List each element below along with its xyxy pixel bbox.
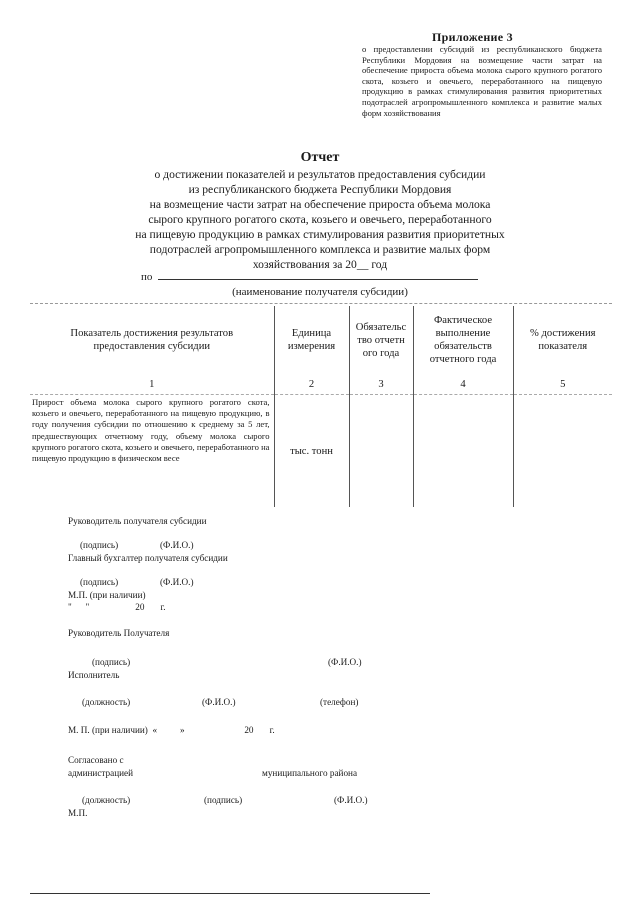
table-header-row bbox=[30, 306, 612, 374]
subtitle-line: на пищевую продукцию в рамках стимулирования развития приоритетных bbox=[135, 228, 505, 241]
dolzhnost-caption: (должность) bbox=[82, 697, 131, 707]
municipal-label: муниципального района bbox=[262, 768, 358, 778]
podpis-caption: (подпись) bbox=[80, 540, 119, 550]
podpis-caption: (подпись) bbox=[204, 795, 243, 805]
recipient-line bbox=[141, 270, 478, 283]
column-number: 3 bbox=[349, 374, 413, 395]
fio-caption: (Ф.И.О.) bbox=[202, 697, 236, 707]
table-top-divider bbox=[30, 303, 612, 304]
column-number: 2 bbox=[274, 374, 349, 395]
column-numbers-row bbox=[30, 374, 612, 395]
administration-label: администрацией bbox=[68, 768, 134, 778]
table-row bbox=[30, 395, 612, 508]
subtitle-line: подотраслей агропромышленного комплекса и развитие малых форм bbox=[149, 243, 491, 256]
header-obligation: Обязательство отчетного года bbox=[349, 306, 413, 374]
column-number: 4 bbox=[413, 374, 513, 395]
fio-caption: (Ф.И.О.) bbox=[328, 657, 362, 667]
dolzhnost-caption: (должность) bbox=[82, 795, 131, 805]
date-line: " " 20 г. bbox=[68, 602, 166, 612]
recipient-caption: (наименование получателя субсидии) bbox=[232, 286, 408, 298]
header-percent: % достижения показателя bbox=[529, 328, 596, 352]
report-table bbox=[30, 306, 612, 507]
header-indicator: Показатель достижения результатов предоставления субсидии bbox=[30, 306, 274, 374]
agreed-label: Согласовано с bbox=[68, 755, 124, 765]
fio-caption: (Ф.И.О.) bbox=[160, 577, 194, 587]
indicator-cell: Прирост объема молока сырого крупного рогатого скота, козьего и овечьего, переработанного на пищевую продукцию, в году получения субсидии по отношению к среднему за 5 лет, предшествующих отчетному году, объему молока сырого крупного рогатого скота, козьего и овечьего, переработанного на пищевую продукцию в физическом весе bbox=[30, 395, 274, 508]
obligation-cell bbox=[349, 395, 413, 508]
subtitle-line: из республиканского бюджета Республики Мордовия bbox=[188, 183, 452, 196]
appendix-text: о предоставлении субсидий из республиканского бюджета Республики Мордовия на возмещение части затрат на обеспечение прироста объема молока сырого крупного рогатого скота, козьего и овечьего, переработанного на пищевую продукцию в рамках стимулирования развития приоритетных подотраслей агропромышленного комплекса и развитие малых форм хозяйствования bbox=[362, 44, 602, 118]
unit-cell: тыс. тонн bbox=[274, 395, 349, 508]
subtitle-line: сырого крупного рогатого скота, козьего и овечьего, переработанного bbox=[148, 213, 492, 226]
header-unit: Единица измерения bbox=[274, 306, 349, 374]
report-subtitle bbox=[40, 167, 600, 272]
head-label: Руководитель получателя субсидии bbox=[68, 516, 207, 526]
header-actual: Фактическое выполнение обязательств отчетного года bbox=[413, 306, 513, 374]
actual-cell bbox=[413, 395, 513, 508]
recipient-underline bbox=[158, 270, 478, 280]
mp-date-line: М. П. (при наличии) « » 20 г. bbox=[68, 725, 275, 735]
mp-label: М.П. (при наличии) bbox=[68, 590, 146, 600]
subtitle-line: хозяйствования за 20__ год bbox=[252, 258, 388, 271]
podpis-caption: (подпись) bbox=[92, 657, 131, 667]
subtitle-line: о достижении показателей и результатов предоставления субсидии bbox=[154, 168, 486, 181]
column-number: 5 bbox=[513, 374, 612, 395]
bottom-rule bbox=[30, 893, 430, 894]
fio-caption: (Ф.И.О.) bbox=[334, 795, 368, 805]
percent-cell bbox=[513, 395, 612, 508]
po-label: по bbox=[141, 271, 153, 283]
podpis-caption: (подпись) bbox=[80, 577, 119, 587]
fio-caption: (Ф.И.О.) bbox=[160, 540, 194, 550]
mp-end-label: М.П. bbox=[68, 808, 88, 818]
subtitle-line: на возмещение части затрат на обеспечение прироста объема молока bbox=[149, 198, 491, 211]
head-recipient-label: Руководитель Получателя bbox=[68, 628, 170, 638]
telefon-caption: (телефон) bbox=[320, 697, 359, 707]
report-title: Отчет bbox=[300, 150, 340, 165]
column-number: 1 bbox=[30, 374, 274, 395]
chief-accountant-label: Главный бухгалтер получателя субсидии bbox=[68, 553, 228, 563]
executor-label: Исполнитель bbox=[68, 670, 120, 680]
appendix-title: Приложение 3 bbox=[432, 30, 513, 44]
